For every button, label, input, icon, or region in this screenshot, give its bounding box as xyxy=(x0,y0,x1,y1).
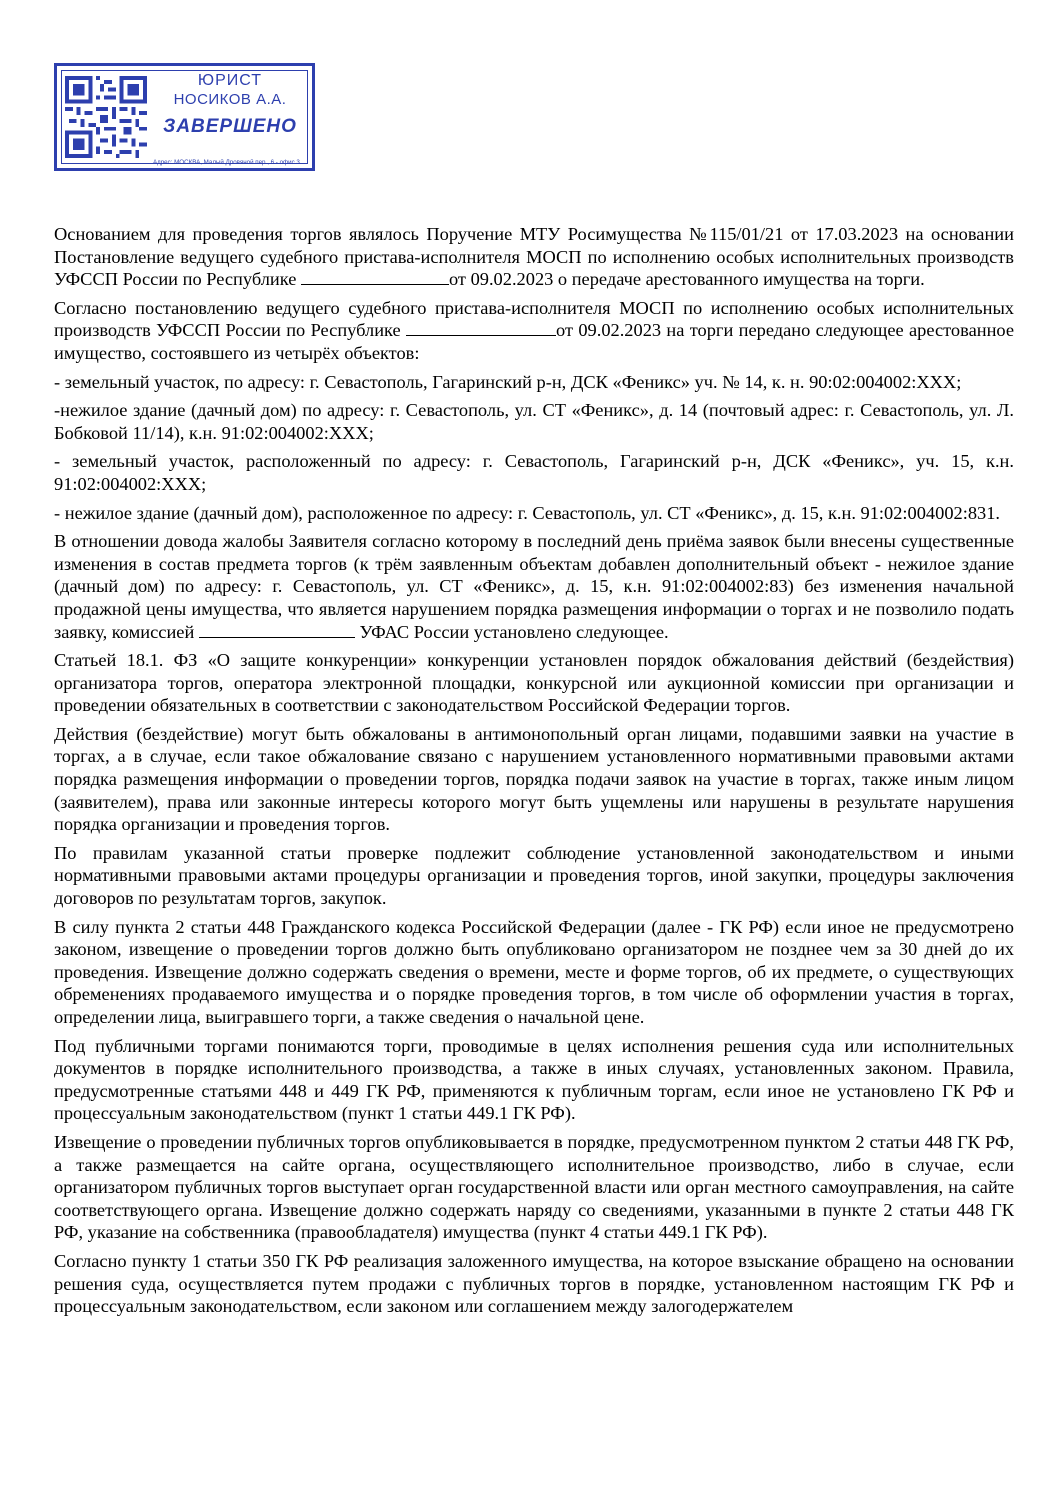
qr-code-icon xyxy=(65,74,147,160)
paragraph-9: Действия (бездействие) могут быть обжалованы в антимонопольный орган лицами, подавшими заявки на участие в торгах, а в случае, если такое обжалование связано с нарушением установленного нормативными правовыми актами порядка размещения информации о проведении торгов, порядка подачи заявок на участие в торгах, также иным лицом (заявителем), права или законные интересы которого могут быть ущемлены или нарушены в результате нарушения порядка организации и проведения торгов. xyxy=(54,723,1014,835)
paragraph-2 xyxy=(54,297,1014,365)
paragraph-10: По правилам указанной статьи проверке подлежит соблюдение установленной законодательством и иными нормативными правовыми актами процедуры организации и проведения торгов, иной закупки, процедуры заключения договоров по результатам торгов, закупок. xyxy=(54,842,1014,909)
paragraph-text: Основанием для проведения торгов являлось Поручение МТУ Росимущества №115/01/21 от 17.03.2023 на основании Постановление ведущего судебного пристава-исполнителя МОСП по исполнению особых исполнительных производств УФССП России по Республике xyxy=(54,224,1014,290)
redacted-blank xyxy=(406,320,556,336)
stamp-address: Адрес: МОСКВА, Малый Дровяной пер., 6 - офис 3 xyxy=(153,159,300,166)
stamp-text-block xyxy=(151,72,309,140)
paragraph-11: В силу пункта 2 статьи 448 Гражданского кодекса Российской Федерации (далее - ГК РФ) если иное не предусмотрено законом, извещение о проведении торгов должно быть опубликовано организатором не позднее чем за 30 дней до их проведения. Извещение должно содержать сведения о времени, месте и форме торгов, об их предмете, о существующих обременениях продаваемого имущества и о порядке проведения торгов, в том числе об оформлении участия в торгах, определении лица, выигравшего торги, а также сведения о начальной цене. xyxy=(54,916,1014,1027)
paragraph-text: от 09.02.2023 на торги передано следующее арестованное имущество, состоявшего из четырёх объектов: xyxy=(54,320,1014,363)
paragraph-4: -нежилое здание (дачный дом) по адресу: г. Севастополь, ул. СТ «Феникс», д. 14 (почтовый адрес: г. Севастополь, ул. Л. Бобковой 11/14), к.н. 91:02:004002:XXX; xyxy=(54,400,1014,443)
paragraph-14: Согласно пункту 1 статьи 350 ГК РФ реализация заложенного имущества, на которое взыскание обращено на основании решения суда, осуществляется путем продажи с публичных торгов в порядке, установленном настоящим ГК РФ и процессуальным законодательством, если законом или соглашением между залогодержателем xyxy=(54,1250,1014,1317)
paragraph-8: Статьей 18.1. ФЗ «О защите конкуренции» конкуренции установлен порядок обжалования действий (бездействия) организатора торгов, оператора электронной площадки, конкурсной или аукционной комиссии при организации и проведении обязательных в соответствии с законодательством Российской Федерации торгов. xyxy=(54,650,1014,716)
redacted-blank xyxy=(301,269,449,285)
paragraph-1 xyxy=(54,223,1014,291)
paragraph-text: от 09.02.2023 о передаче арестованного имущества на торги. xyxy=(448,269,925,290)
paragraph-text: В отношении довода жалобы Заявителя согласно которому в последний день приёма заявок были внесены существенные изменения в состав предмета торгов (к трём заявленным объектам добавлен дополнительный объект - нежилое здание (дачный дом) по адресу: г. Севастополь, ул. СТ «Феникс», д. 15, к.н. 91:02:004002:83) без изменения начальной продажной цены имущества, что является нарушением порядка размещения информации о торгах и не позволило подать заявку, комиссией xyxy=(54,531,1014,642)
paragraph-12: Под публичными торгами понимаются торги, проводимые в целях исполнения решения суда или исполнительных документов в порядке исполнительного производства, а также в иных случаях, установленных законом. Правила, предусмотренные статьями 448 и 449 ГК РФ, применяются к публичным торгам, если иное не установлено ГК РФ и процессуальным законодательством (пункт 1 статьи 449.1 ГК РФ). xyxy=(54,1035,1014,1124)
paragraph-3: - земельный участок, по адресу: г. Севастополь, Гагаринский р-н, ДСК «Феникс» уч. № 14, к. н. 90:02:004002:XXX; xyxy=(54,371,962,392)
paragraph-6: - нежилое здание (дачный дом), расположенное по адресу: г. Севастополь, ул. СТ «Феникс», д. 15, к.н. 91:02:004002:831. xyxy=(54,502,1001,523)
paragraph-13: Извещение о проведении публичных торгов опубликовывается в порядке, предусмотренном пунктом 2 статьи 448 ГК РФ, а также размещается на сайте органа, осуществляющего исполнительное производство, либо в случае, если организатором публичных торгов выступает орган государственной власти или орган местного самоуправления, на сайте соответствующего органа. Извещение должно содержать наряду со сведениями, указанными в пункте 2 статьи 448 ГК РФ, указание на собственника (правообладателя) имущества (пункт 4 статьи 449.1 ГК РФ). xyxy=(54,1131,1014,1243)
paragraph-text: Согласно постановлению ведущего судебного пристава-исполнителя МОСП по исполнению особых исполнительных производств УФССП России по Республике xyxy=(54,297,1014,341)
stamp-name: НОСИКОВ А.А. xyxy=(173,91,287,108)
redacted-blank xyxy=(199,622,355,638)
document-body xyxy=(54,223,1014,1324)
paragraph-text: УФАС России установлено следующее. xyxy=(354,621,669,642)
stamp-status: ЗАВЕРШЕНО xyxy=(163,116,297,137)
lawyer-stamp xyxy=(54,63,315,171)
paragraph-5: - земельный участок, расположенный по адресу: г. Севастополь, Гагаринский р-н, ДСК «Феникс», уч. 15, к.н. 91:02:004002:XXX; xyxy=(54,451,1014,494)
paragraph-7 xyxy=(54,530,1014,643)
stamp-title: ЮРИСТ xyxy=(197,72,263,89)
